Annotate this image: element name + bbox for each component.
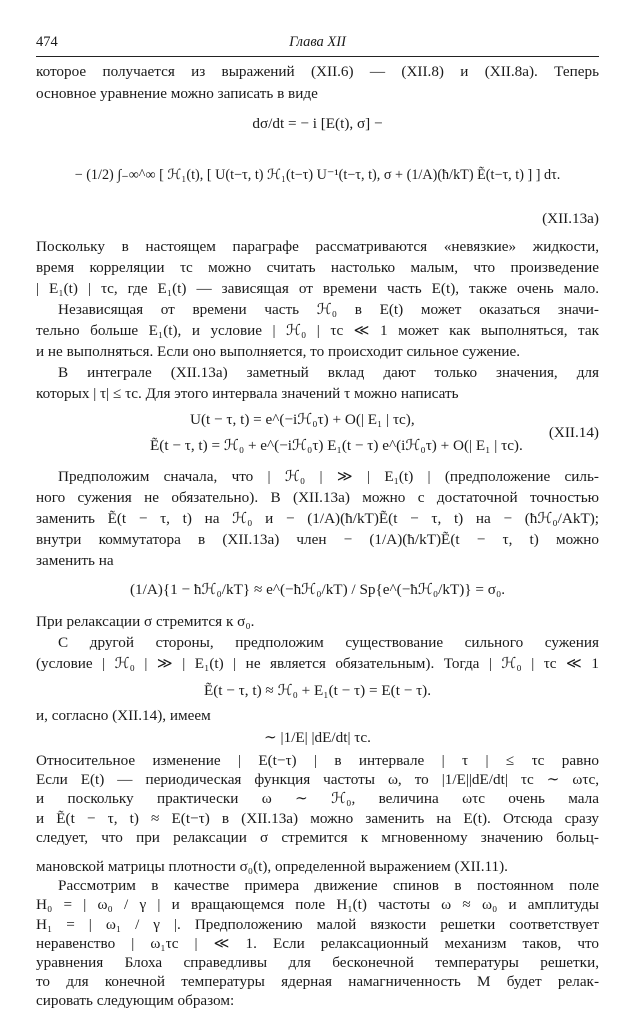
text-line: | E₁(t) | τc, где E₁(t) — зависящая от времени часть E(t), также очень мало. xyxy=(36,280,599,297)
text-line: неравенство | ω₁τc | ≪ 1. Если релаксационный механизм таков, что xyxy=(36,934,599,952)
equation-master-lhs: dσ/dt = − i [E(t), σ] − xyxy=(252,115,383,132)
text-line: и не выполняться. Если оно выполняется, то происходит сильное сужение. xyxy=(36,343,521,360)
text-line: внутри коммутатора в (XII.13а) член − (1/A)(ħ/kT)Ẽ(t − τ, t) можно xyxy=(36,531,599,548)
text-line: сировать следующим образом: xyxy=(36,992,235,1010)
text-line: и поскольку практически ω ∼ ℋ₀, величина ωτc очень мала xyxy=(36,790,599,808)
equation-master-integral: − (1/2) ∫₋∞^∞ [ ℋ₁(t), [ U(t−τ, t) ℋ₁(t−τ) U⁻¹(t−τ, t), σ + (1/A)(ħ/kT) Ẽ(t−τ, t) ] ] dτ. xyxy=(74,167,561,183)
text-line: Относительное изменение | E(t−τ) | в интервале | τ | ≤ τc равно xyxy=(36,752,599,769)
equation-label-14: (XII.14) xyxy=(548,424,599,441)
equation-e-tilde: Ẽ(t − τ, t) = ℋ₀ + e^(−iℋ₀τ) E₁(t − τ) e^(iℋ₀τ) + O(| E₁ | τc). xyxy=(150,437,523,454)
text-line: и, согласно (XII.14), имеем xyxy=(36,707,211,724)
text-line: Независящая от времени часть ℋ₀ в E(t) может оказаться значи- xyxy=(58,301,599,318)
text-line: С другой стороны, предположим существование сильного сужения xyxy=(58,634,599,651)
text-line: время корреляции τc можно считать настолько малым, что произведение xyxy=(36,259,599,276)
text-line: которое получается из выражений (XII.6) — (XII.8) и (XII.8а). Теперь xyxy=(36,63,599,80)
text-line: Рассмотрим в качестве примера движение спинов в постоянном поле xyxy=(58,877,599,895)
text-line: и Ẽ(t − τ, t) ≈ E(t−τ) в (XII.13а) можно заменить на E(t). Отсюда сразу xyxy=(36,809,599,827)
header-rule xyxy=(36,56,599,57)
text-line: Предположим сначала, что | ℋ₀ | ≫ | E₁(t) | (предположение силь- xyxy=(58,468,599,485)
text-line: Поскольку в настоящем параграфе рассматриваются «невязкие» жидкости, xyxy=(36,238,599,255)
text-line: следует, что при релаксации σ стремится к мгновенному значению больц- xyxy=(36,828,599,846)
text-line: При релаксации σ стремится к σ₀. xyxy=(36,613,255,630)
page-header xyxy=(36,34,599,54)
page-number: 474 xyxy=(36,34,58,50)
equation-e-approx: Ẽ(t − τ, t) ≈ ℋ₀ + E₁(t − τ) = E(t − τ). xyxy=(203,682,432,699)
text-line: тельно больше E₁(t), и условие | ℋ₀ | τc ≪ 1 может как выполняться, так xyxy=(36,322,599,339)
text-line: Если E(t) — периодическая функция частоты ω, то |1/E||dE/dt| τc ∼ ωτc, xyxy=(36,771,599,789)
text-line: В интеграле (XII.13а) заметный вклад дают только значения, для xyxy=(58,364,599,381)
chapter-title: Глава XII xyxy=(289,34,346,50)
equation-relative-change: ∼ |1/E| |dE/dt| τc. xyxy=(264,729,371,746)
text-line: которых | τ| ≤ τc. Для этого интервала значений τ можно написать xyxy=(36,385,459,402)
text-line: то для конечной температуры ядерная намагниченность M будет релак- xyxy=(36,973,599,991)
equation-u-propagator: U(t − τ, t) = e^(−iℋ₀τ) + O(| E₁ | τc), xyxy=(190,411,415,428)
text-line: заменить на xyxy=(36,552,114,569)
text-line: H₁ = | ω₁ / γ |. Предположению малой вязкости решетки соответствует xyxy=(36,915,599,933)
text-line: H₀ = | ω₀ / γ | и вращающемся поле H₁(t) частоты ω ≈ ω₀ и амплитуды xyxy=(36,896,599,914)
text-line: мановской матрицы плотности σ₀(t), определенной выражением (XII.11). xyxy=(36,858,508,875)
text-line: (условие | ℋ₀ | ≫ | E₁(t) | не является обязательным). Тогда | ℋ₀ | τc ≪ 1 xyxy=(36,655,599,672)
text-line: ного сужения не обязательно). В (XII.13а) можно с достаточной точностью xyxy=(36,489,599,506)
equation-label-13a: (XII.13а) xyxy=(542,210,599,227)
equation-sigma0: (1/A){1 − ħℋ₀/kT} ≈ e^(−ħℋ₀/kT) / Sp{e^(−ħℋ₀/kT)} = σ₀. xyxy=(129,581,506,598)
text-line: основное уравнение можно записать в виде xyxy=(36,85,318,102)
text-line: уравнения Блоха справедливы для бесконечной температуры решетки, xyxy=(36,954,599,971)
text-line: заменить Ẽ(t − τ, t) на ℋ₀ и − (1/A)(ħ/kT)Ẽ(t − τ, t) на − (ħℋ₀/AkT); xyxy=(36,510,599,527)
